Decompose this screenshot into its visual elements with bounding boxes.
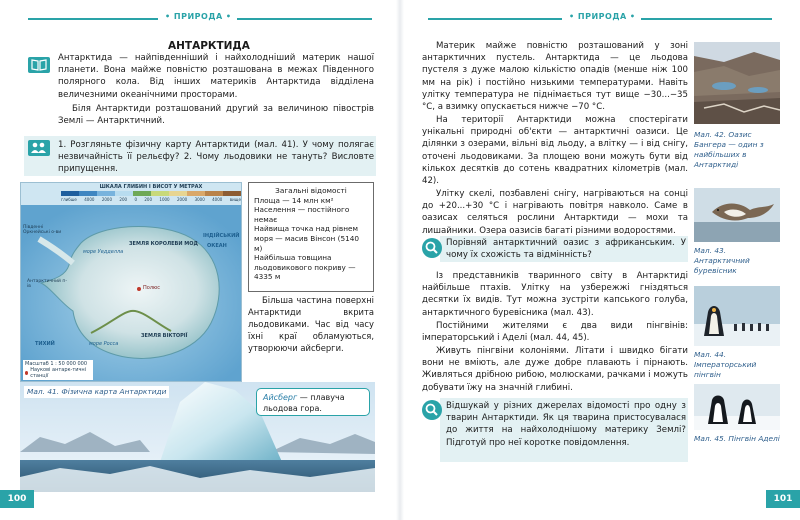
page-number-right: 101 <box>766 490 800 508</box>
fact-highest: Найвища точка над рівнем моря — масив Вінсон (5140 м) <box>254 224 360 253</box>
fact-area: Площа — 14 млн км² <box>254 195 334 205</box>
map-label-victoria: ЗЕМЛЯ ВІКТОРІЇ <box>141 333 188 339</box>
emperor-penguin-photo <box>694 286 780 346</box>
ice-paragraph: Більша частина поверхні Антарктиди вкрита льодовиками. Час від часу їхні краї обламуються, утворюючи айсберги. <box>248 295 374 353</box>
book-icon <box>28 57 50 73</box>
iceberg-def-text: — плавуча льодова гора. <box>263 393 345 413</box>
magnifier-icon <box>422 238 442 258</box>
adelie-penguin-photo <box>694 384 780 430</box>
facts-title: Загальні відомості <box>275 186 347 195</box>
task2-paragraph: Відшукай у різних джерелах відомості про одну з тварин Антарктиди. Як ця тварина пристосувалася до життя на найхолоднішому материку Землі? Підготуй про неї коротке повідомлення. <box>446 401 686 448</box>
facts-box <box>248 182 374 292</box>
fact-population: Населення — постійного немає <box>254 205 350 224</box>
oasis-graphic <box>694 42 780 124</box>
intro-paragraph: Антарктида — найпівденніший і найхолодніший материк нашої планети. Вона майже повністю розташована в межах Південного полярного кола. Від інших материків Антарктида відділена величезними океанічними просторами. <box>58 53 374 100</box>
fig44-caption: Мал. 44. Імператорський пінгвін <box>694 350 757 379</box>
map-label-indian: ІНДІЙСЬКИЙ <box>203 233 240 239</box>
scale-tick: вище <box>229 197 241 202</box>
right-page <box>400 0 800 520</box>
map-label-pole: Полюс <box>143 285 160 291</box>
scale-ticks <box>61 197 241 202</box>
oasis-paragraph: На території Антарктиди можна спостерігати унікальні природні об'єкти — антарктичні оазиси. Це ділянки з озерами, вільні від льоду, а влітку — і від снігу, оточені льодовиками. За площею вони можуть бути від кількох десятків до сотень квадратних кілометрів (мал. 42). <box>422 115 688 187</box>
petrel-photo <box>694 188 780 242</box>
map-label-ocean: ОКЕАН <box>207 243 227 249</box>
depth-scale <box>61 184 241 204</box>
map-label-orkney: Південні Оркнейські о-ви <box>23 225 62 235</box>
iceberg-definition <box>256 388 370 416</box>
scale-text: Масштаб 1 : 50 000 000 <box>25 361 88 367</box>
magnifier-icon <box>422 400 442 420</box>
scale-tick: 4000 <box>212 197 223 202</box>
header-line-right <box>636 18 772 20</box>
scale-bar <box>61 191 241 196</box>
scale-tick: 3000 <box>194 197 205 202</box>
scale-tick: 200 <box>119 197 128 202</box>
colonies-paragraph: Живуть пінгвіни колоніями. Літати і швидко бігати вони не вміють, але дуже добре плавають і пірнають. Живляться дрібною рибою, молюсками, рачками і можуть добувати їжу на значній глибині. <box>422 346 688 393</box>
desert-paragraph: Материк майже повністю розташований у зоні антарктичних пустель. Антарктида — це льодова пустеля з дуже малою кількістю опадів (менше ніж 100 мм на рік) і постійно низькими температурами. Навіть улітку температура не піднімається тут вище −30...−35 °С, а взимку опускається нижче −70 °С. <box>422 41 688 113</box>
fact-ice: Найбільша товщина льодовикового покриву — 4335 м <box>254 253 356 282</box>
map-label-ross: море Росса <box>89 341 119 347</box>
antarctica-map <box>20 182 242 382</box>
oasis-photo <box>694 42 780 124</box>
section-label: • ПРИРОДА • <box>564 12 641 21</box>
header-line-right <box>232 18 372 20</box>
scale-tick: 2000 <box>101 197 113 202</box>
task-paragraph: 1. Розгляньте фізичну карту Антарктиди (мал. 41). У чому полягає незвичайність її рельєфу? 2. Чому льодовики не тануть? Висловте припущення. <box>58 140 374 175</box>
peninsula-paragraph: Біля Антарктиди розташований другий за величиною півострів Землі — Антарктичний. <box>58 104 374 127</box>
header-line-left <box>28 18 158 20</box>
legend-text: Наукові антарк-тичні станції <box>30 367 87 379</box>
map-label-weddell: море Уедделла <box>83 249 124 255</box>
emperor-penguin-graphic <box>694 286 780 346</box>
fig42-caption: Мал. 42. Оазис Бангера — один з найбільших в Антарктиді <box>694 130 764 169</box>
station-dot-icon <box>25 371 28 375</box>
scale-tick: 0 <box>134 197 137 202</box>
header-line-left <box>428 18 562 20</box>
task1-paragraph: Порівняй антарктичний оазис з африканським. У чому їх схожість та відмінність? <box>446 238 686 261</box>
scale-title: ШКАЛА ГЛИБИН І ВИСОТ У МЕТРАХ <box>99 184 203 190</box>
map-label-peninsula: Антарктичний п-ів <box>27 279 67 289</box>
map-scale-note <box>23 360 93 380</box>
scale-tick: 4000 <box>84 197 95 202</box>
fig45-caption: Мал. 45. Пінгвін Аделі <box>694 434 780 443</box>
map-label-queen-maud: ЗЕМЛЯ КОРОЛЕВИ МОД <box>129 241 198 247</box>
birds-paragraph: Із представників тваринного світу в Антарктиді найбільше птахів. Улітку на узбережжі гніздяться десятки їх видів. Тут можна зустріти капського голуба, антарктичного буревісника (мал. 43). <box>422 271 688 318</box>
map-legend <box>25 367 91 379</box>
section-label: • ПРИРОДА • <box>160 12 237 21</box>
page-number-left: 100 <box>0 490 34 508</box>
scale-tick: 1000 <box>159 197 170 202</box>
adelie-penguin-graphic <box>694 384 780 430</box>
scale-tick: 200 <box>144 197 153 202</box>
iceberg-term: Айсберг <box>263 393 298 402</box>
map-label-pacific: ТИХИЙ <box>35 341 55 347</box>
penguins-paragraph: Постійними жителями є два види пінгвінів: імператорський і Аделі (мал. 44, 45). <box>422 321 688 344</box>
petrel-graphic <box>694 188 780 242</box>
scale-tick: глибше <box>61 197 77 202</box>
page-title: АНТАРКТИДА <box>168 40 250 52</box>
group-task-icon <box>28 140 50 156</box>
fig43-caption: Мал. 43. Антарктичний буревісник <box>694 246 750 275</box>
scale-tick: 2000 <box>176 197 188 202</box>
rocks-paragraph: Улітку скелі, позбавлені снігу, нагріваються на сонці до +20...+30 °С і нагрівають повітря навколо. Саме в оазисах селяться рослини Антарктиди — мохи та лишайники. Озера оазисів багаті різними водоростями. <box>422 189 688 236</box>
fig41-caption: Мал. 41. Фізична карта Антарктиди <box>24 386 169 398</box>
